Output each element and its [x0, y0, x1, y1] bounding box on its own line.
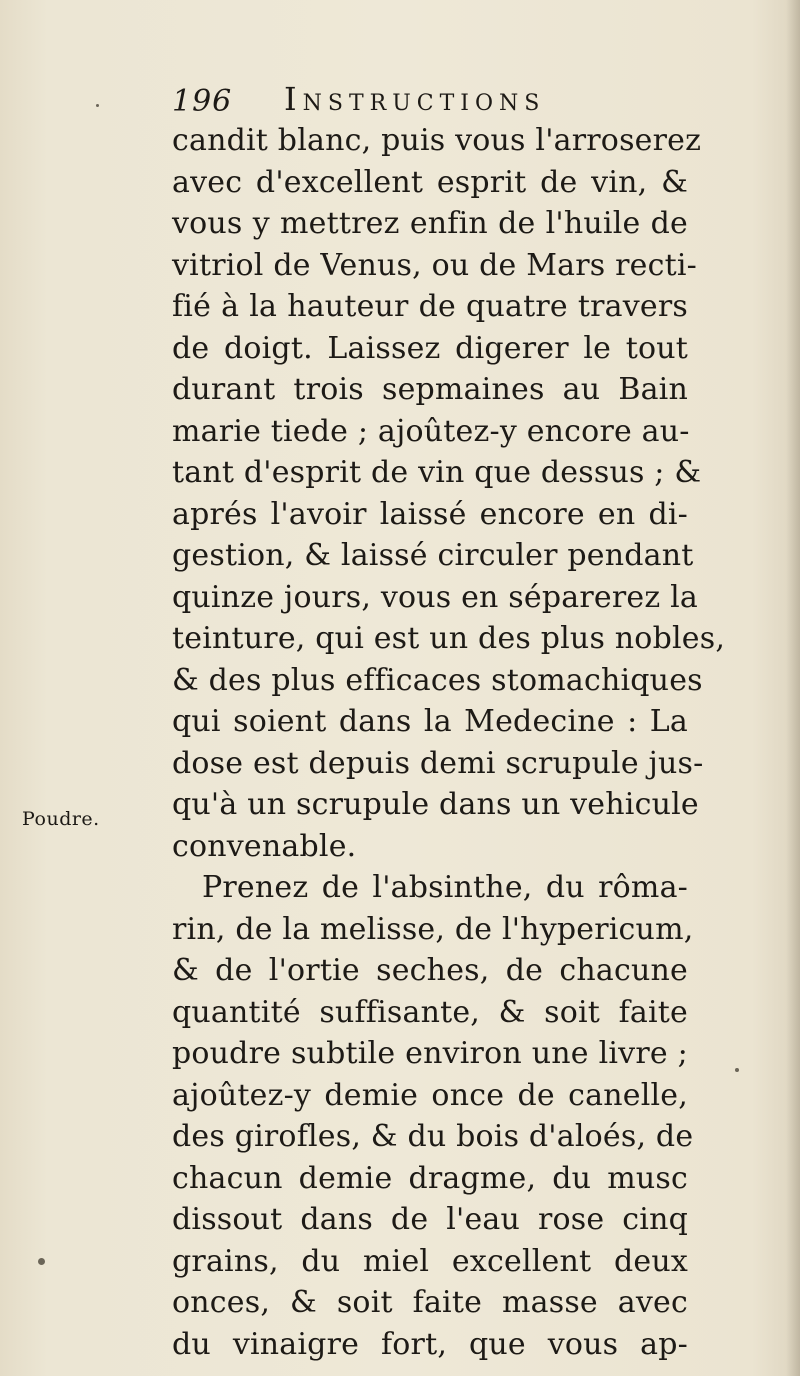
body-text: [172, 120, 726, 1365]
paper-speck: [96, 104, 99, 107]
text-line: vous y mettrez enfin de l'huile de: [172, 206, 688, 241]
text-line: qui soient dans la Medecine : La: [172, 704, 688, 739]
running-title: Instructions: [284, 80, 546, 118]
text-line: du vinaigre fort, que vous ap-: [172, 1326, 688, 1362]
text-line: Prenez de l'absinthe, du rôma-: [202, 870, 688, 905]
text-line: convenable.: [172, 828, 357, 864]
text-line: qu'à un scrupule dans un vehicule: [172, 787, 699, 822]
page-number: 196: [172, 84, 233, 119]
text-line: des girofles, & du bois d'aloés, de: [172, 1119, 694, 1154]
text-line: quinze jours, vous en séparerez la: [172, 579, 698, 615]
paper-speck: [38, 1258, 45, 1265]
text-line: marie tiede ; ajoûtez-y encore au-: [172, 413, 690, 449]
text-line: tant d'esprit de vin que dessus ; &: [172, 455, 702, 490]
text-line: dose est depuis demi scrupule jus-: [172, 745, 704, 781]
text-line: aprés l'avoir laissé encore en di-: [172, 496, 688, 532]
text-line: vitriol de Venus, ou de Mars recti-: [172, 247, 697, 283]
text-line: teinture, qui est un des plus nobles,: [172, 621, 726, 656]
page-edge-shadow: [786, 0, 800, 1376]
text-line: & des plus efficaces stomachiques: [172, 662, 703, 698]
text-line: fié à la hauteur de quatre travers: [172, 289, 688, 324]
paper-speck: [735, 1068, 739, 1072]
text-line: ajoûtez-y demie once de canelle,: [172, 1077, 688, 1113]
text-line: gestion, & laissé circuler pendant: [172, 538, 694, 573]
text-line: & de l'ortie seches, de chacune: [172, 953, 688, 988]
page-header: [172, 80, 672, 120]
text-line: onces, & soit faite masse avec: [172, 1285, 688, 1320]
text-line: durant trois sepmaines au Bain: [172, 372, 688, 407]
text-line: grains, du miel excellent deux: [172, 1243, 688, 1279]
margin-note: Poudre.: [22, 808, 100, 830]
text-line: dissout dans de l'eau rose cinq: [172, 1202, 688, 1237]
text-line: rin, de la melisse, de l'hypericum,: [172, 911, 694, 947]
text-line: de doigt. Laissez digerer le tout: [172, 330, 688, 366]
text-line: avec d'excellent esprit de vin, &: [172, 164, 688, 200]
text-line: candit blanc, puis vous l'arroserez: [172, 123, 702, 158]
text-line: poudre subtile environ une livre ;: [172, 1036, 688, 1071]
text-line: chacun demie dragme, du musc: [172, 1160, 688, 1196]
text-line: quantité suffisante, & soit faite: [172, 994, 688, 1030]
